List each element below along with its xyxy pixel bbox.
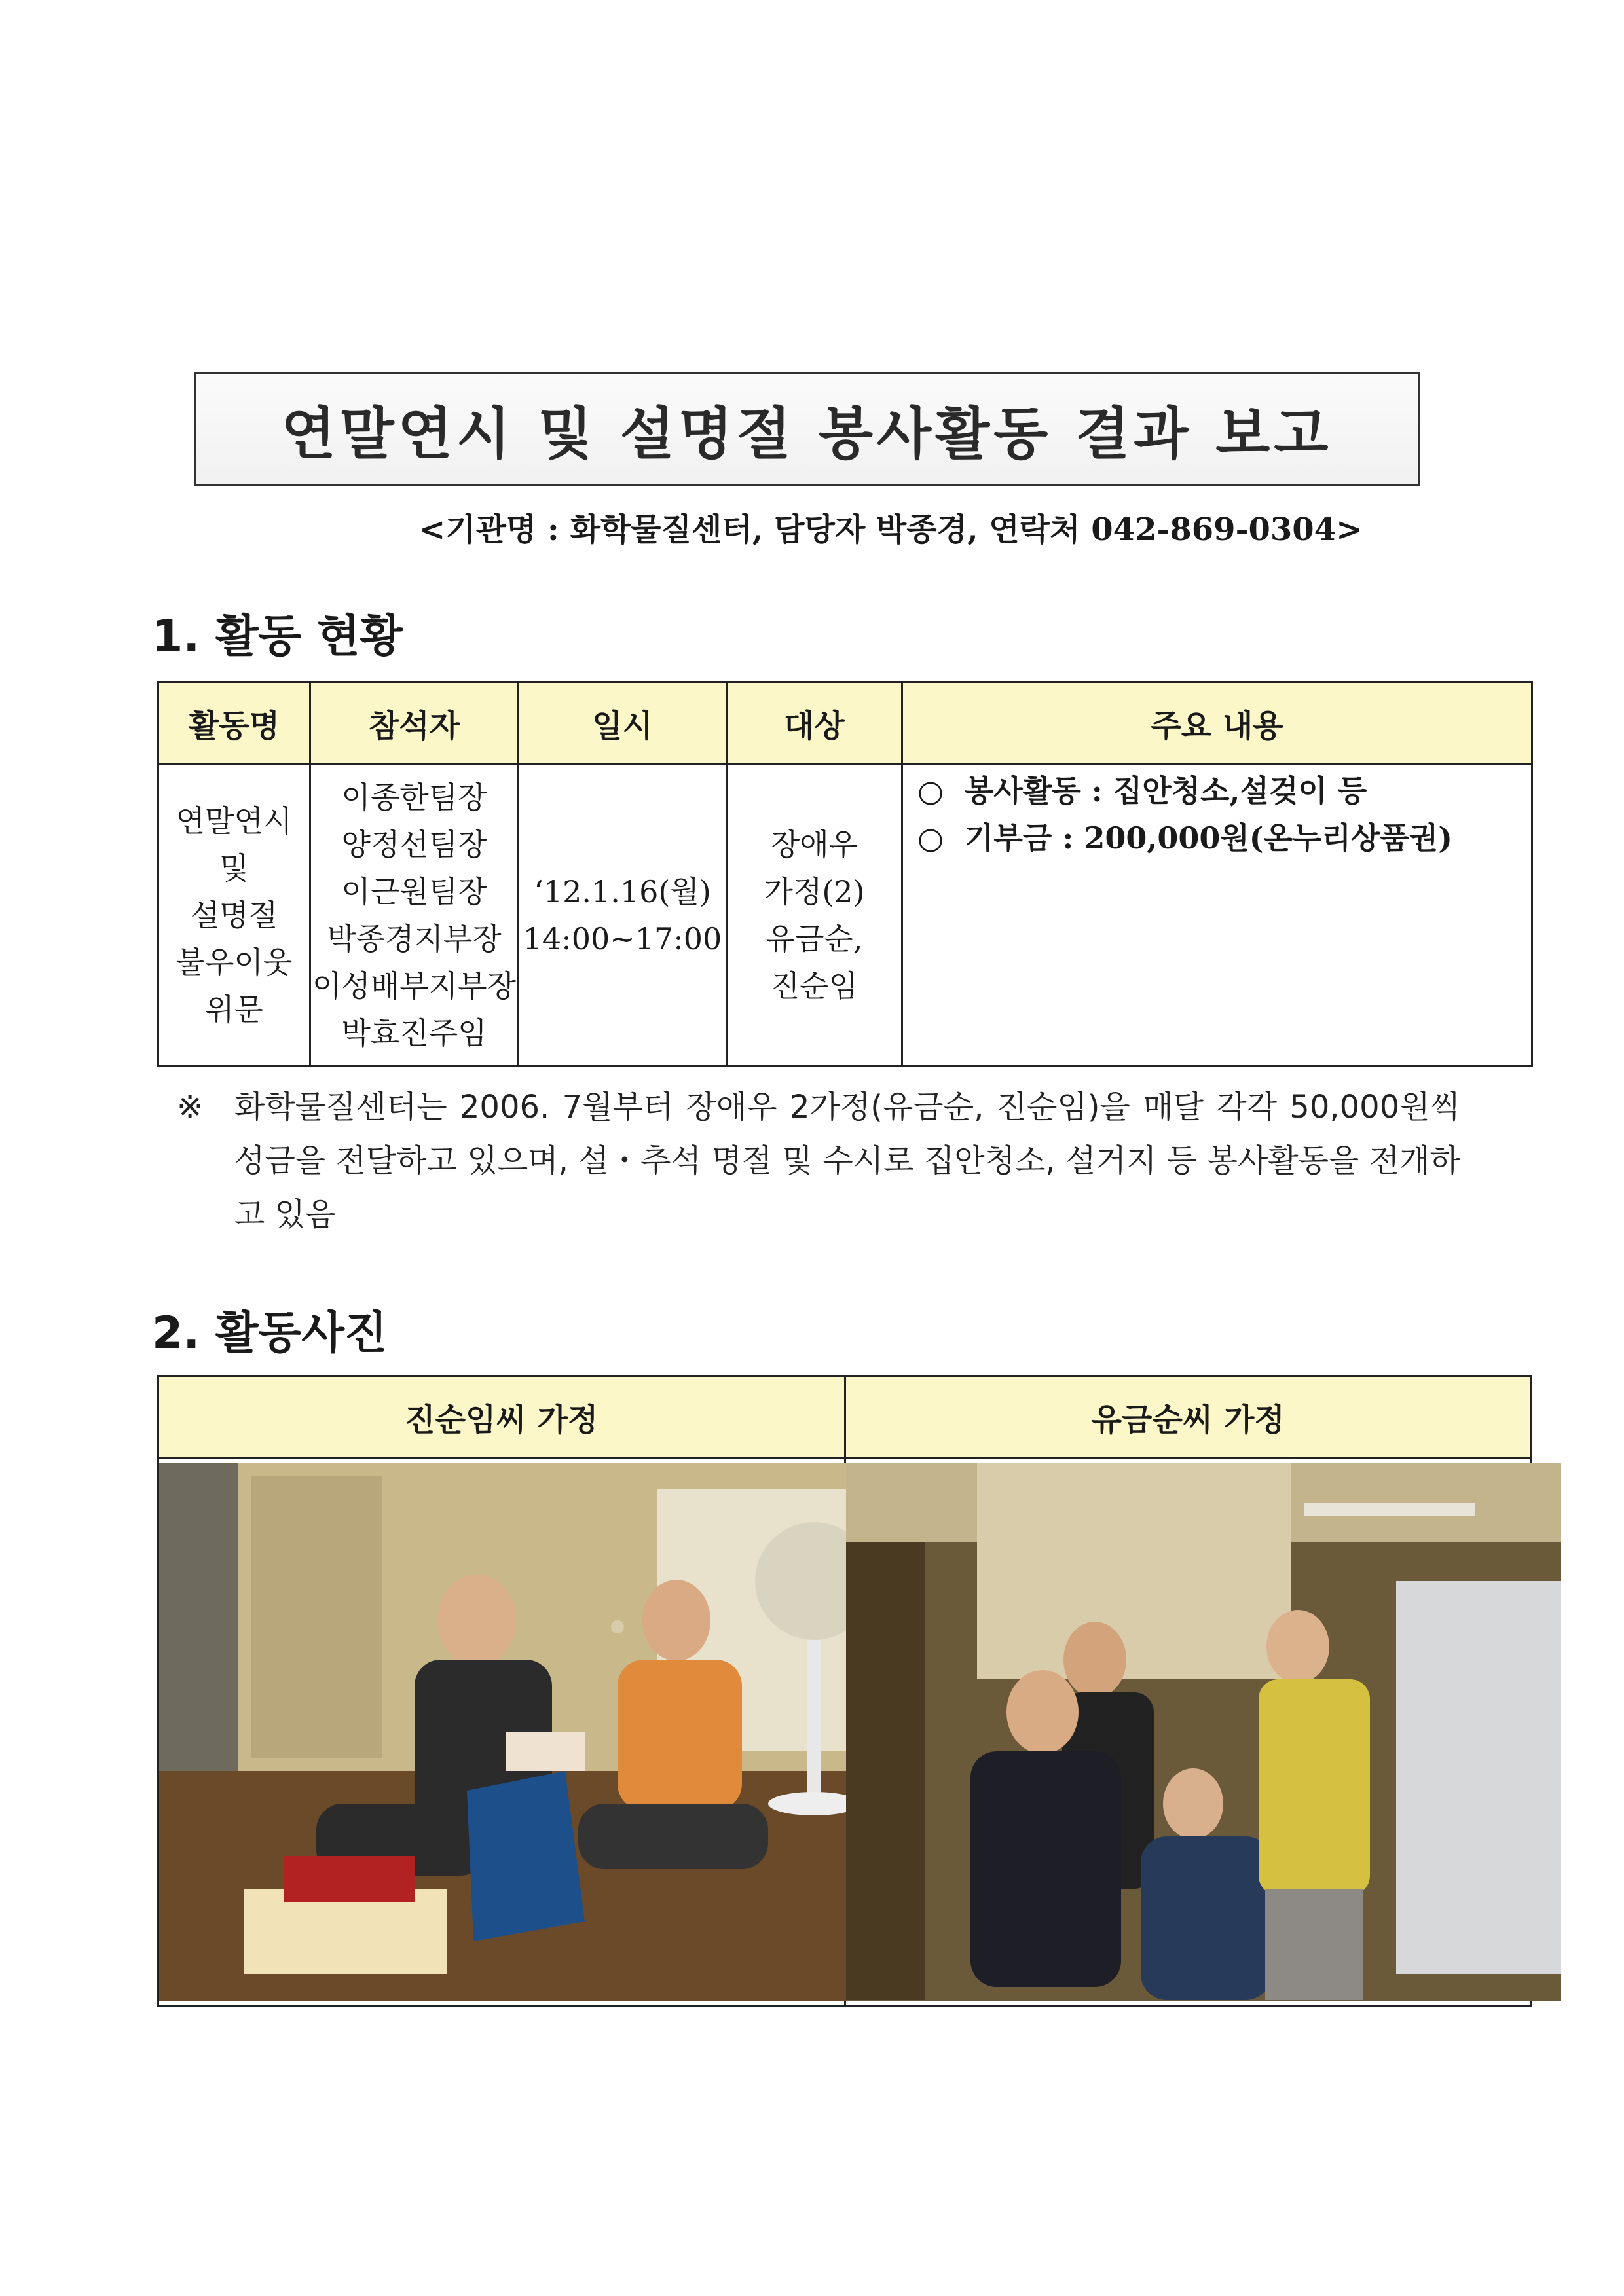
attendee: 이성배부지부장 bbox=[312, 968, 517, 1004]
target-line: 장애우 bbox=[770, 826, 858, 862]
photo-table-header bbox=[158, 1376, 1532, 1458]
organization-info: <기관명 : 화학물질센터, 담당자 박종경, 연락처 042-869-0304> bbox=[419, 511, 1363, 548]
activity-row bbox=[158, 764, 1532, 1066]
volunteer-photo-left bbox=[159, 1463, 874, 2001]
photo-cell-right bbox=[845, 1458, 1532, 2007]
attendee: 박종경지부장 bbox=[327, 920, 502, 957]
attendee: 이종한팀장 bbox=[341, 779, 487, 815]
activity-line: 연말연시 bbox=[175, 803, 293, 839]
activity-table-header bbox=[158, 682, 1532, 764]
report-title-box bbox=[194, 372, 1420, 486]
attendee: 양정선팀장 bbox=[341, 826, 487, 862]
reference-mark-icon: ※ bbox=[177, 1089, 204, 1125]
target-line: 유금순, bbox=[766, 920, 863, 957]
photo-table bbox=[157, 1375, 1532, 2007]
header-date: 일시 bbox=[519, 682, 727, 764]
date-line: ‘12.1.16(월) bbox=[534, 873, 711, 909]
target-cell bbox=[727, 764, 902, 1066]
attendee: 이근원팀장 bbox=[341, 873, 487, 909]
activity-name-cell bbox=[158, 764, 310, 1066]
activity-line: 위문 bbox=[205, 991, 263, 1027]
attendee: 박효진주임 bbox=[341, 1015, 487, 1051]
section-heading-status: 1. 활동 현황 bbox=[152, 611, 403, 663]
report-title: 연말연시 및 설명절 봉사활동 결과 보고 bbox=[281, 401, 1333, 467]
attendees-cell bbox=[310, 764, 519, 1066]
header-content: 주요 내용 bbox=[902, 682, 1532, 764]
photo-header-right: 유금순씨 가정 bbox=[845, 1376, 1532, 1458]
content-item-text: 기부금 : 200,000원(온누리상품권) bbox=[965, 820, 1452, 856]
date-cell bbox=[519, 764, 727, 1066]
photo-row bbox=[158, 1458, 1532, 2007]
circle-bullet-icon: ○ bbox=[917, 773, 944, 809]
target-line: 가정(2) bbox=[764, 873, 865, 909]
header-attendees: 참석자 bbox=[310, 682, 519, 764]
content-item bbox=[917, 814, 1517, 862]
content-cell bbox=[902, 764, 1532, 1066]
content-item-text: 봉사활동 : 집안청소,설겆이 등 bbox=[965, 773, 1367, 809]
activity-line: 설명절 bbox=[190, 897, 278, 933]
target-line: 진순임 bbox=[770, 968, 858, 1004]
time-line: 14:00~17:00 bbox=[523, 920, 722, 957]
content-item bbox=[917, 767, 1517, 814]
activity-line: 및 bbox=[219, 850, 249, 886]
header-target: 대상 bbox=[727, 682, 902, 764]
activity-line: 불우이웃 bbox=[175, 944, 293, 980]
activity-table bbox=[157, 681, 1533, 1067]
section-heading-photos: 2. 활동사진 bbox=[152, 1307, 388, 1359]
photo-cell-left bbox=[158, 1458, 845, 2007]
note-text: 화학물질센터는 2006. 7월부터 장애우 2가정(유금순, 진순임)을 매달 각각 50,000원씩 성금을 전달하고 있으며, 설・추석 명절 및 수시로 집안청소, 설거지 등 봉사활동을 전개하고 있음 bbox=[234, 1089, 1460, 1233]
photo-header-left: 진순임씨 가정 bbox=[158, 1376, 845, 1458]
note-paragraph bbox=[177, 1080, 1460, 1241]
header-activity-name: 활동명 bbox=[158, 682, 310, 764]
volunteer-photo-right bbox=[846, 1463, 1561, 2001]
circle-bullet-icon: ○ bbox=[917, 820, 944, 856]
